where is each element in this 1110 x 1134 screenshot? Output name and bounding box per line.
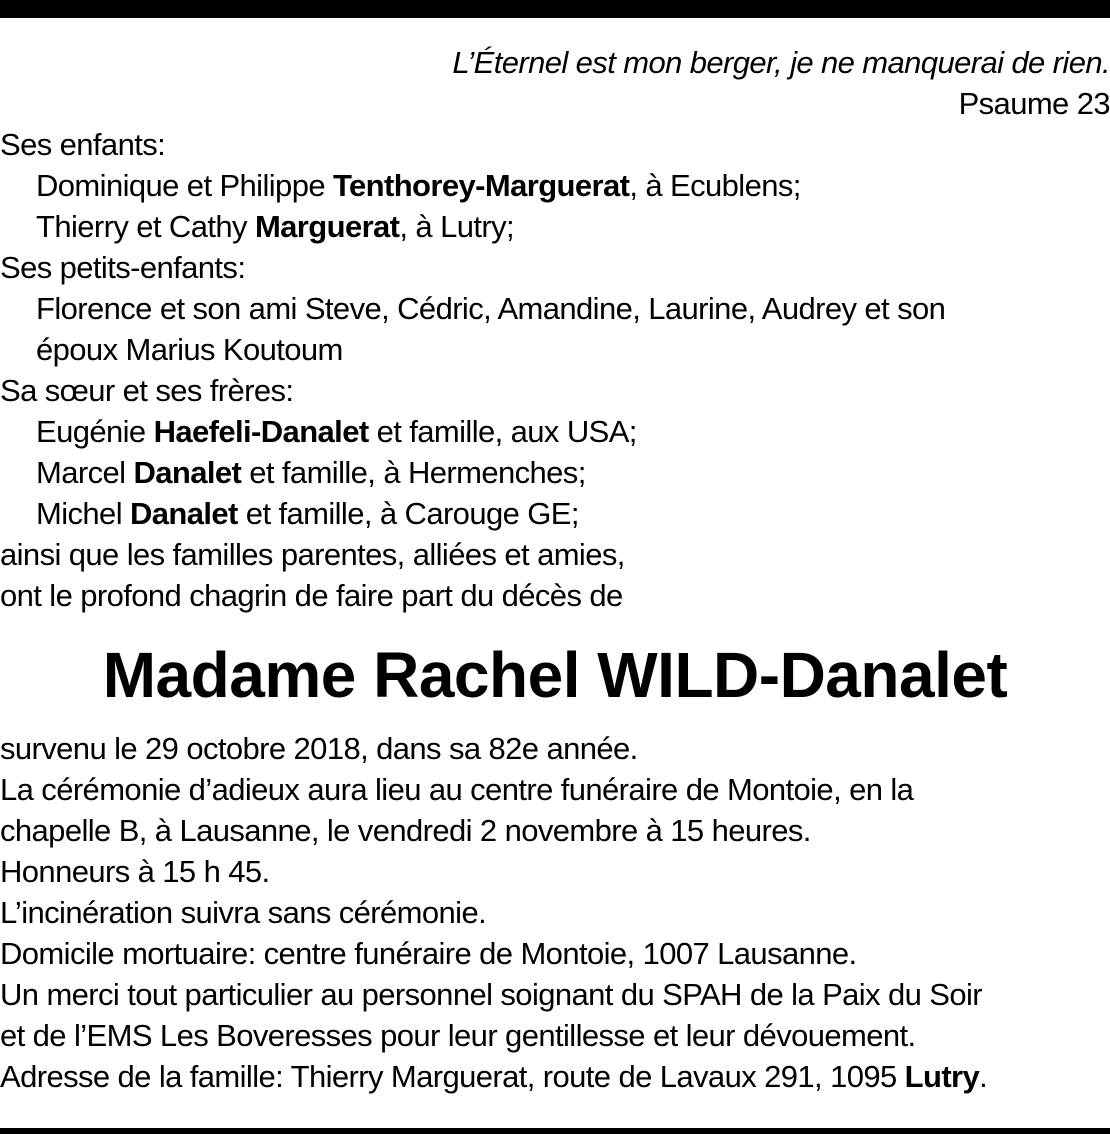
child-names: Dominique et Philippe (36, 168, 333, 203)
bottom-rule (0, 1128, 1110, 1134)
sibling-first-name: Michel (36, 496, 130, 531)
child-surname: Marguerat (254, 209, 400, 244)
deceased-name: Madame Rachel WILD-Danalet (102, 639, 1008, 711)
honours-time: Honneurs à 15 h 45. (0, 854, 270, 889)
epigraph-quote: L’Éternel est mon berger, je ne manquerai de rien. (452, 45, 1110, 80)
grandchildren-line-1 (0, 288, 1110, 329)
grandchildren-line-2: époux Marius Koutoum (36, 332, 343, 367)
sibling-location: et famille, à Carouge GE; (237, 496, 579, 531)
obituary-notice (0, 42, 1110, 1097)
sibling-first-name: Marcel (36, 455, 134, 490)
child-location: , à Lutry; (399, 209, 515, 244)
intro-line-1: ainsi que les familles parentes, alliées et amies, (0, 537, 625, 572)
grandchildren-heading: Ses petits-enfants: (0, 250, 246, 285)
family-address-end: . (979, 1059, 988, 1094)
child-entry (0, 165, 1110, 206)
sibling-surname: Haefeli-Danalet (153, 414, 369, 449)
family-address-text: Adresse de la famille: Thierry Marguerat, route de Lavaux 291, 1095 (0, 1059, 905, 1094)
sibling-location: et famille, à Hermenches; (241, 455, 586, 490)
child-surname: Tenthorey-Marguerat (332, 168, 630, 203)
family-address-town: Lutry (904, 1059, 980, 1094)
passing-date: survenu le 29 octobre 2018, dans sa 82e année. (0, 731, 638, 766)
sibling-first-name: Eugénie (36, 414, 154, 449)
thanks-line-1: Un merci tout particulier au personnel soignant du SPAH de la Paix du Soir (0, 977, 983, 1012)
child-location: , à Ecublens; (629, 168, 801, 203)
top-rule (0, 0, 1110, 18)
family-address (0, 1056, 1110, 1097)
sibling-surname: Danalet (133, 455, 242, 490)
thanks-line-2: et de l’EMS Les Boveresses pour leur gentillesse et leur dévouement. (0, 1018, 916, 1053)
child-entry (0, 206, 1110, 247)
children-heading: Ses enfants: (0, 127, 166, 162)
sibling-entry (0, 493, 1110, 534)
mortuary-address: Domicile mortuaire: centre funéraire de Montoie, 1007 Lausanne. (0, 936, 857, 971)
intro-line-2: ont le profond chagrin de faire part du décès de (0, 578, 623, 613)
sibling-surname: Danalet (130, 496, 238, 531)
epigraph-source: Psaume 23 (958, 86, 1110, 121)
ceremony-line-2: chapelle B, à Lausanne, le vendredi 2 novembre à 15 heures. (0, 813, 811, 848)
ceremony-line-1: La cérémonie d’adieux aura lieu au centre funéraire de Montoie, en la (0, 772, 914, 807)
cremation-note: L’incinération suivra sans cérémonie. (0, 895, 487, 930)
child-names: Thierry et Cathy (36, 209, 255, 244)
sibling-location: et famille, aux USA; (368, 414, 637, 449)
sibling-entry (0, 411, 1110, 452)
sibling-entry (0, 452, 1110, 493)
siblings-heading: Sa sœur et ses frères: (0, 373, 294, 408)
grandchildren-names: Florence et son ami Steve, Cédric, Amandine, Laurine, Audrey et son (36, 291, 946, 326)
